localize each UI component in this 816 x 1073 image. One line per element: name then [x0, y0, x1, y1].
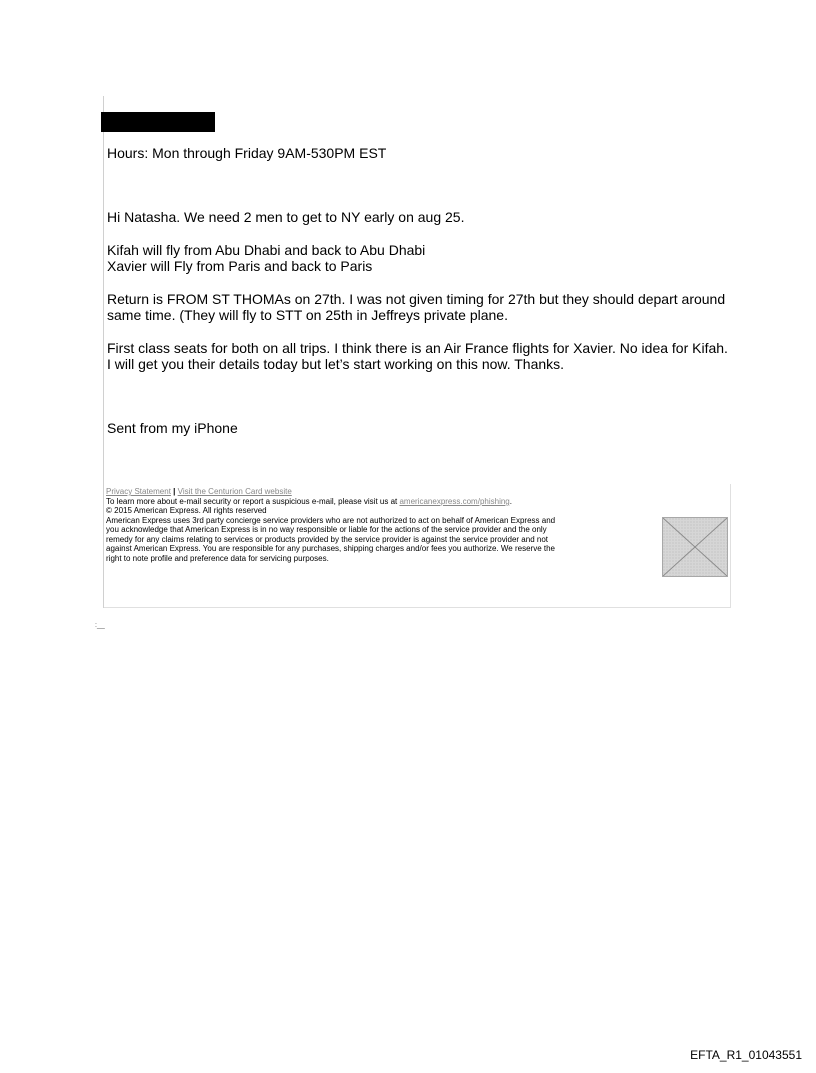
seats-line-1: First class seats for both on all trips. I think there is an Air France flights for Xavier. No idea for Kifah. [107, 340, 728, 356]
redaction-bar [101, 112, 215, 132]
disclaimer-line: right to note profile and preference data for servicing purposes. [106, 553, 329, 563]
footer-link-separator: | [173, 487, 176, 496]
kifah-itinerary-line: Kifah will fly from Abu Dhabi and back to Abu Dhabi [107, 242, 426, 258]
broken-image-graphic [663, 518, 727, 576]
bates-number: EFTA_R1_01043551 [690, 1048, 802, 1062]
copyright-notice: © 2015 American Express. All rights reserved [106, 506, 267, 515]
return-line-2: same time. (They will fly to STT on 25th in Jeffreys private plane. [107, 307, 508, 323]
stray-scan-mark: :__ [95, 622, 105, 629]
seats-line-2: I will get you their details today but let’s start working on this now. Thanks. [107, 356, 565, 372]
privacy-statement-link[interactable]: Privacy Statement [106, 487, 171, 496]
footer-links-row [106, 487, 292, 497]
security-notice-prefix: To learn more about e-mail security or report a suspicious e-mail, please visit us at [106, 497, 400, 506]
disclaimer-line: you acknowledge that American Express is in no way responsible or liable for the actions of the service provider and the only [106, 525, 547, 534]
greeting-line: Hi Natasha. We need 2 men to get to NY early on aug 25. [107, 209, 465, 225]
phishing-link[interactable]: americanexpress.com/phishing [399, 497, 510, 506]
xavier-itinerary-line: Xavier will Fly from Paris and back to Paris [107, 258, 373, 274]
centurion-card-link[interactable]: Visit the Centurion Card website [177, 487, 292, 496]
return-line-1: Return is FROM ST THOMAs on 27th. I was not given timing for 27th but they should depart around [107, 291, 726, 307]
hours-line: Hours: Mon through Friday 9AM-530PM EST [107, 145, 387, 161]
disclaimer-line: against American Express. You are responsible for any purchases, shipping charges and/or fees you authorize. We reserve the [106, 544, 555, 553]
disclaimer-line: American Express uses 3rd party concierge service providers who are not authorized to act on behalf of American Express and [106, 515, 556, 525]
security-notice-suffix: . [509, 497, 512, 506]
broken-image-icon [662, 517, 728, 577]
disclaimer-line: remedy for any claims relating to services or products provided by the service provider is against the service provider and not [106, 534, 548, 544]
email-signature: Sent from my iPhone [107, 420, 238, 436]
